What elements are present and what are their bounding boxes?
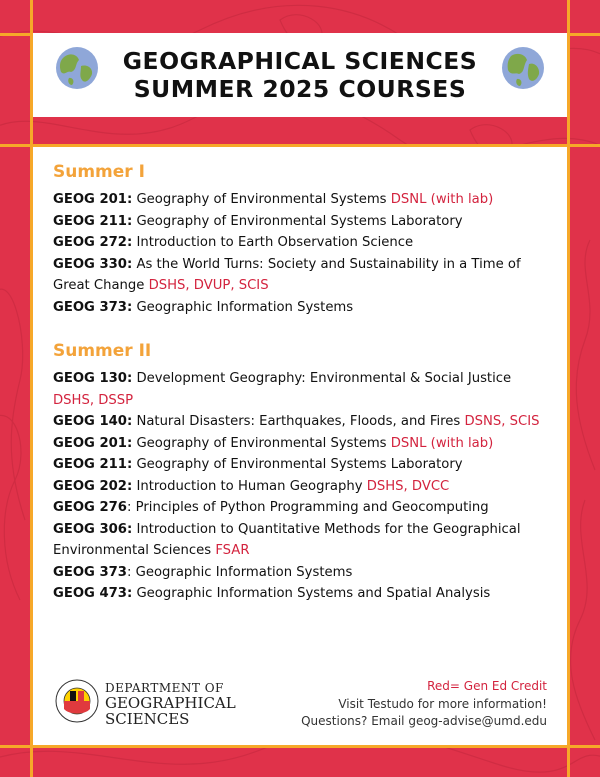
testudo-note: Visit Testudo for more information! [338, 696, 547, 711]
contact-email: Questions? Email geog-advise@umd.edu [301, 714, 547, 728]
gen-ed-tag: DSHS, DVUP, SCIS [148, 278, 269, 293]
course-title: Geography of Environmental Systems [132, 435, 391, 451]
course-item [53, 368, 553, 411]
gen-ed-tag: DSHS, DVCC [366, 478, 450, 494]
globe-icon [501, 46, 545, 90]
course-item [53, 562, 553, 584]
gen-ed-tag: DSNL (with lab) [390, 192, 494, 207]
course-code: GEOG 330: [53, 256, 133, 272]
gen-ed-legend: Red= Gen Ed Credit [427, 679, 547, 693]
course-code: GEOG 373 [53, 564, 127, 580]
course-item [53, 411, 553, 433]
page-title [93, 47, 507, 103]
course-code: GEOG 201: [53, 192, 133, 207]
course-code: GEOG 272: [53, 235, 133, 250]
course-code: GEOG 211: [53, 457, 133, 472]
course-code: GEOG 140: [53, 414, 133, 429]
course-title: Geography of Environmental Systems Laboratory [132, 457, 463, 472]
course-list-summer-2 [53, 368, 553, 605]
course-list-summer-1 [53, 189, 553, 318]
course-item [53, 454, 553, 476]
gen-ed-tag: DSNL (with lab) [390, 435, 494, 451]
dept-line-3: SCIENCES [105, 710, 190, 728]
section-title-summer-2: Summer II [53, 341, 152, 361]
course-item [53, 297, 553, 319]
course-item [53, 476, 553, 498]
course-title: Introduction to Human Geography [132, 478, 367, 494]
grid-line [567, 0, 570, 777]
header-box [33, 33, 567, 117]
university-seal-icon [55, 679, 99, 723]
title-line-1: GEOGRAPHICAL SCIENCES [122, 47, 478, 75]
course-item [53, 232, 553, 254]
title-line-2: SUMMER 2025 COURSES [133, 75, 467, 103]
course-title: Geographic Information Systems and Spatial Analysis [132, 586, 491, 601]
course-item [53, 254, 553, 297]
course-title: Development Geography: Environmental & Social Justice [132, 371, 512, 386]
course-item [53, 189, 553, 211]
dept-line-1: DEPARTMENT OF [105, 681, 224, 695]
course-item [53, 519, 553, 562]
course-item [53, 497, 553, 519]
course-code: GEOG 211: [53, 213, 133, 229]
course-code: GEOG 373: [53, 299, 133, 315]
footer-info [301, 678, 547, 731]
course-code: GEOG 130: [53, 371, 133, 386]
course-item [53, 583, 553, 605]
department-logo [55, 679, 255, 729]
department-name [105, 682, 236, 727]
course-title: Geography of Environmental Systems Laboratory [132, 213, 463, 229]
grid-line [0, 745, 600, 748]
course-code: GEOG 202: [53, 478, 133, 494]
course-code: GEOG 276 [53, 500, 127, 515]
course-code: GEOG 201: [53, 435, 133, 451]
course-title: Geography of Environmental Systems [132, 192, 391, 207]
course-title: : Geographic Information Systems [127, 564, 353, 580]
gen-ed-tag: DSHS, DSSP [53, 392, 134, 408]
course-title: : Principles of Python Programming and Geocomputing [127, 500, 489, 515]
course-item [53, 433, 553, 455]
dept-line-2: GEOGRAPHICAL [105, 694, 236, 712]
course-title: Geographic Information Systems [132, 299, 354, 315]
course-title: Natural Disasters: Earthquakes, Floods, and Fires [132, 414, 465, 429]
course-code: GEOG 306: [53, 521, 133, 537]
course-content [33, 147, 567, 745]
course-title: Introduction to Earth Observation Science [132, 235, 414, 250]
course-code: GEOG 473: [53, 586, 133, 601]
section-title-summer-1: Summer I [53, 162, 145, 182]
course-title: As the World Turns: Society and Sustainability in a Time of Great Change [53, 256, 521, 293]
gen-ed-tag: FSAR [215, 543, 250, 558]
course-item [53, 211, 553, 233]
gen-ed-tag: DSNS, SCIS [464, 414, 540, 429]
course-title: Introduction to Quantitative Methods for the Geographical Environmental Sciences [53, 521, 521, 558]
